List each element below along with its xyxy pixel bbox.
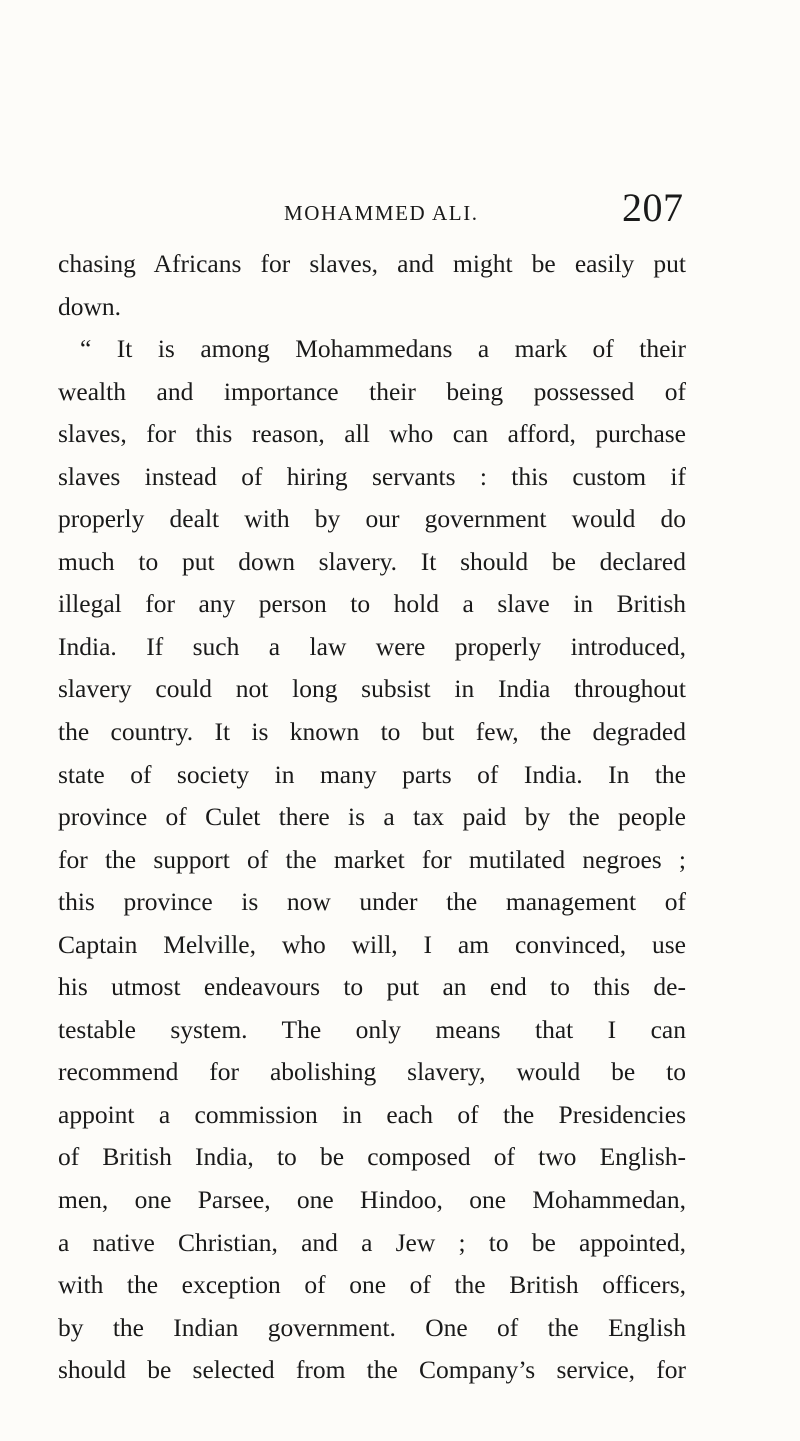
text-line: should be selected from the Company’s service, for	[58, 1355, 686, 1385]
running-head	[0, 180, 800, 230]
text-line: Captain Melville, who will, I am convinced, use	[58, 929, 686, 959]
text-line: appoint a commission in each of the Presidencies	[58, 1099, 686, 1129]
text-line: men, one Parsee, one Hindoo, one Mohammedan,	[58, 1185, 686, 1215]
text-line: slaves, for this reason, all who can afford, purchase	[58, 419, 686, 449]
text-line: of British India, to be composed of two English-	[58, 1142, 686, 1172]
text-line: a native Christian, and a Jew ; to be appointed,	[58, 1227, 686, 1257]
running-title: MOHAMMED ALI.	[284, 201, 479, 225]
text-line: slaves instead of hiring servants : this custom if	[58, 461, 686, 491]
text-line: province of Culet there is a tax paid by the people	[58, 802, 686, 832]
text-line: “ It is among Mohammedans a mark of their	[80, 334, 686, 364]
text-line: testable system. The only means that I can	[58, 1014, 686, 1044]
text-line: recommend for abolishing slavery, would be to	[58, 1057, 686, 1087]
text-line: slavery could not long subsist in India throughout	[58, 674, 686, 704]
text-line: by the Indian government. One of the English	[58, 1312, 686, 1342]
body-text	[58, 243, 686, 1392]
text-line: state of society in many parts of India. In the	[58, 759, 686, 789]
text-line: for the support of the market for mutilated negroes ;	[58, 844, 686, 874]
text-line: the country. It is known to but few, the degraded	[58, 717, 686, 747]
text-line: down.	[58, 291, 122, 321]
page-number: 207	[622, 185, 684, 230]
text-line: this province is now under the management of	[58, 887, 686, 917]
text-line: his utmost endeavours to put an end to this de-	[58, 972, 686, 1002]
text-line: chasing Africans for slaves, and might be easily put	[58, 249, 686, 278]
text-line: with the exception of one of the British officers,	[58, 1270, 686, 1300]
text-line: India. If such a law were properly introduced,	[58, 631, 686, 661]
text-line: wealth and importance their being possessed of	[58, 376, 686, 406]
text-line: much to put down slavery. It should be declared	[58, 546, 686, 576]
text-line: illegal for any person to hold a slave in British	[58, 589, 686, 619]
text-line: properly dealt with by our government would do	[58, 504, 686, 534]
